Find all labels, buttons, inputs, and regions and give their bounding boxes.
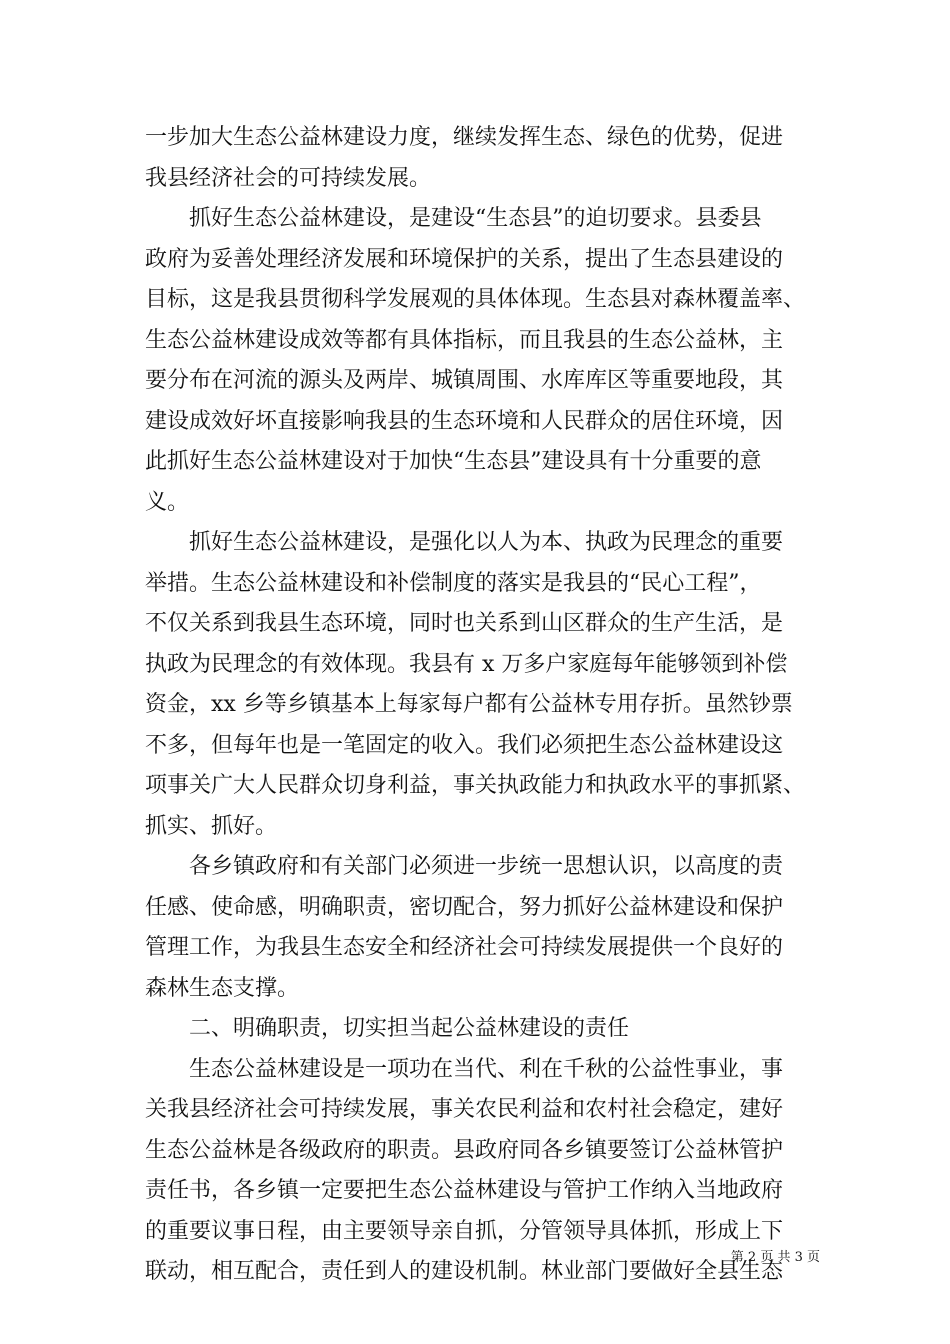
text-line: 执政为民理念的有效体现。我县有 x 万多户家庭每年能够领到补偿	[145, 651, 788, 677]
text-line: 不多，但每年也是一笔固定的收入。我们必须把生态公益林建设这	[145, 732, 784, 758]
text-line: 抓好生态公益林建设，是建设“生态县”的迫切要求。县委县	[189, 206, 762, 231]
text-line: 生态公益林建设成效等都有具体指标，而且我县的生态公益林，主	[145, 327, 784, 353]
document-body	[145, 118, 815, 1293]
text-line: 一步加大生态公益林建设力度，继续发挥生态、绿色的优势，促进	[145, 125, 784, 150]
text-line: 政府为妥善处理经济发展和环境保护的关系，提出了生态县建设的	[145, 246, 784, 272]
text-line: 义。	[145, 489, 190, 515]
text-line: 各乡镇政府和有关部门必须进一步统一思想认识，以高度的责	[189, 854, 784, 879]
text-line: 举措。生态公益林建设和补偿制度的落实是我县的“民心工程”，	[145, 570, 762, 596]
text-line: 生态公益林是各级政府的职责。县政府同各乡镇要签订公益林管护	[145, 1137, 784, 1163]
text-line: 我县经济社会的可持续发展。	[145, 165, 432, 191]
text-line: 项事关广大人民群众切身利益，事关执政能力和执政水平的事抓紧、	[145, 773, 806, 798]
text-line: 此抓好生态公益林建设对于加快“生态县”建设具有十分重要的意	[145, 449, 762, 474]
text-line: 抓实、抓好。	[145, 813, 278, 839]
text-line: 生态公益林建设是一项功在当代、利在千秋的公益性事业，事	[189, 1056, 784, 1082]
text-line: 任感、使命感，明确职责，密切配合，努力抓好公益林建设和保护	[145, 894, 784, 920]
text-line: 资金，xx 乡等乡镇基本上每家每户都有公益林专用存折。虽然钞票	[145, 692, 793, 717]
text-line: 联动，相互配合，责任到人的建设机制。林业部门要做好全县生态	[145, 1259, 784, 1284]
text-line: 管理工作，为我县生态安全和经济社会可持续发展提供一个良好的	[145, 935, 784, 960]
text-line: 责任书，各乡镇一定要把生态公益林建设与管护工作纳入当地政府	[145, 1178, 784, 1203]
text-line: 抓好生态公益林建设，是强化以人为本、执政为民理念的重要	[189, 530, 784, 555]
text-line: 不仅关系到我县生态环境，同时也关系到山区群众的生产生活，是	[145, 611, 784, 636]
text-line: 的重要议事日程，由主要领导亲自抓，分管领导具体抓，形成上下	[145, 1218, 784, 1244]
text-line: 要分布在河流的源头及两岸、城镇周围、水库库区等重要地段，其	[145, 368, 784, 393]
page-number: 第 2 页 共 3 页	[730, 1250, 820, 1265]
text-line: 二、明确职责，切实担当起公益林建设的责任	[189, 1016, 630, 1041]
text-line: 目标，这是我县贯彻科学发展观的具体体现。生态县对森林覆盖率、	[145, 287, 806, 312]
text-line: 森林生态支撑。	[145, 975, 300, 1001]
text-line: 关我县经济社会可持续发展，事关农民利益和农村社会稳定，建好	[145, 1097, 784, 1122]
text-line: 建设成效好坏直接影响我县的生态环境和人民群众的居住环境，因	[145, 408, 784, 434]
